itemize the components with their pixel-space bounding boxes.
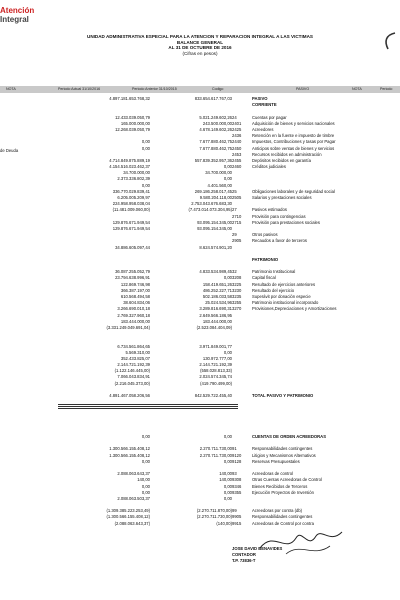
amount-cell: 1.300.566.155.408,12 — [109, 446, 150, 452]
amount-cell: 833.654.617.767,03 — [194, 96, 232, 101]
amount-cell: 25.024.534,96 — [205, 300, 232, 306]
account-code: 9355 — [232, 489, 242, 495]
account-code: 9128 — [232, 458, 242, 464]
amount-cell: 8.624.574.901,20 — [199, 244, 232, 250]
amount-cell: 0,00 — [223, 176, 232, 182]
amount-cell: 9.580.204.118,00 — [199, 195, 232, 200]
amount-cell: (2.270.711.730,00) — [196, 514, 232, 520]
account-label: Impuestos, Contribuciones y tasas por Pagar — [252, 139, 336, 145]
account-label: Recursos recibidos en administración — [252, 151, 322, 157]
amount-cell: 842.529.722.455,40 — [194, 393, 232, 398]
amount-cell: 5.021.249.602,26 — [199, 114, 232, 120]
amount-cell: 2.753.043.676.683,30 — [191, 201, 232, 207]
account-label: CORRIENTE — [252, 102, 277, 108]
account-label: Acreedores — [252, 126, 274, 132]
amount-cell: 610.568.494,58 — [120, 294, 150, 299]
account-label: Acreedoras por contra (db) — [252, 508, 303, 514]
band-periodo-anterior: Periodo Anterior 31/10/2015 — [132, 87, 177, 91]
total-double-rule — [58, 404, 238, 409]
amount-cell: 34.700.000,00 — [123, 170, 150, 176]
account-label: PASIVO — [252, 96, 268, 101]
account-label: Recaudos a favor de terceros — [252, 238, 307, 244]
account-label: Anticipos sobre ventas de bienes y servicios — [252, 145, 335, 151]
account-code: 91 — [232, 446, 237, 452]
amount-cell: 4.891.467.058.206,56 — [109, 393, 150, 398]
handwritten-signature-icon — [256, 524, 346, 558]
report-title: BALANCE GENERAL — [176, 39, 224, 45]
account-label: Capital fiscal — [252, 275, 276, 281]
account-label: Créditos judiciales — [252, 164, 286, 170]
corner-mark-icon — [382, 32, 396, 50]
amount-cell: 0,00 — [141, 182, 150, 188]
account-label: Cuentas por pagar — [252, 114, 287, 120]
account-row — [232, 393, 392, 399]
amount-cell: (7.473.014.073.304,95) — [188, 207, 232, 213]
account-label: Litigios y Mecanismos Alternativos — [252, 452, 316, 458]
account-code: 24 — [232, 114, 237, 120]
order-description-column — [232, 434, 392, 527]
amount-cell: (2.088.063.643,37) — [114, 520, 150, 526]
account-label: TOTAL PASIVO Y PATRIMONIO — [252, 393, 314, 398]
amount-cell: (140,00) — [216, 520, 232, 526]
report-date: AL 31 DE OCTUBRE DE 2016 — [168, 45, 232, 51]
amount-cell: 0,00 — [223, 434, 232, 439]
account-label: Provisión para prestaciones sociales — [252, 219, 320, 225]
amount-cell: (3.331.249.049.691,04) — [106, 324, 150, 330]
amount-cell: (11.481.009.060,00) — [112, 207, 150, 213]
account-code: 2710 — [232, 213, 242, 219]
account-code: 2453 — [232, 151, 242, 157]
account-label: Depósitos recibidos en garantía — [252, 157, 311, 163]
column-header-band — [0, 86, 400, 93]
document-header — [60, 34, 340, 56]
account-code: 9346 — [232, 483, 242, 489]
account-label: Obligaciones laborales y de seguridad social — [252, 188, 335, 194]
account-code: 3255 — [232, 300, 242, 306]
amount-cell: 93.095.154.345,00 — [197, 219, 232, 225]
logo-line2: Integral — [0, 15, 29, 24]
amount-cell: 486.252.227,71 — [202, 287, 232, 293]
amount-cell: 129.876.671.949,54 — [112, 219, 150, 225]
account-label: Pasivos estimados — [252, 207, 287, 213]
amount-cell: 0,00 — [141, 489, 150, 495]
amount-cell: 1.300.566.155.408,12 — [109, 452, 150, 458]
amount-cell: (2.270.711.870,00) — [196, 508, 232, 514]
account-code: 2440 — [232, 139, 242, 145]
band-periodo-actual: Periodo Actual 31/10/2016 — [58, 87, 101, 91]
account-code: 2425 — [232, 126, 242, 132]
amount-cell: (2.523.084.404,09) — [196, 324, 232, 330]
accountant-role: CONTADOR — [232, 552, 256, 557]
amount-cell: 0,00 — [141, 458, 150, 464]
amount-cell: 0,00 — [141, 139, 150, 145]
amount-cell: 3.971.849.001,77 — [199, 343, 232, 349]
account-code: 99 — [232, 508, 237, 514]
account-label: Salarios y prestaciones sociales — [252, 195, 312, 200]
account-label: Resultado del ejercicio — [252, 287, 295, 293]
amount-cell: 0,00 — [223, 164, 232, 170]
amount-cell: 4.714.849.875.889,19 — [109, 157, 150, 163]
amount-cell: 6.734.561.864,65 — [117, 343, 150, 349]
amount-cell: 129.876.671.949,54 — [112, 225, 150, 231]
account-code: 2460 — [232, 164, 242, 170]
amount-cell: 93.095.154.345,00 — [197, 225, 232, 231]
account-label: Provisión para contingencias — [252, 213, 306, 219]
account-label: Acreedoras de Control por contra — [252, 520, 314, 526]
account-label: Otras Cuentas Acreedoras de Control — [252, 477, 322, 483]
liabilities-description-column — [232, 96, 392, 399]
band-pasivo: PASIVO — [296, 87, 310, 91]
amount-cell: 3.266.690.010,18 — [117, 306, 150, 312]
account-label: Superávit por donación especie — [252, 294, 311, 299]
amount-cell: 2.373.336.802,39 — [117, 176, 150, 182]
account-label: Acreedoras de control — [252, 471, 293, 477]
amount-cell: 2.649.566.186,95 — [199, 312, 232, 318]
account-code: 3230 — [232, 287, 242, 293]
amount-cell: 34.700.000,00 — [205, 170, 232, 176]
accountant-tp: T.P. 73836-T — [232, 558, 256, 563]
amount-cell: 2.144.721.192,39 — [199, 362, 232, 368]
amount-cell: 2.088.063.503,37 — [117, 495, 150, 501]
amount-cell: 140,00 — [219, 471, 232, 477]
account-label: Responsabilidades contingentes — [252, 446, 313, 452]
account-code: 9905 — [232, 514, 242, 520]
account-label: Resultado de ejercicios anteriores — [252, 281, 316, 287]
amount-cell: 352.433.825,07 — [120, 355, 150, 361]
amount-cell: 3.289.816.690,31 — [199, 306, 232, 312]
amount-cell: (2.216.045.373,00) — [114, 380, 150, 386]
amount-cell: 140,00 — [219, 477, 232, 483]
account-label: Patrimonio institucional incorporado — [252, 300, 319, 306]
amount-cell: 0,00 — [141, 434, 150, 439]
account-code: 2505 — [232, 195, 242, 200]
logo-line1: Atención — [0, 6, 35, 15]
amount-cell: 502.186.033,58 — [202, 294, 232, 299]
currency-note: (Cifras en pesos) — [182, 50, 218, 56]
amount-cell: 7.677.880.462,75 — [199, 139, 232, 145]
account-code: 27 — [232, 207, 237, 213]
account-code: 9120 — [232, 452, 242, 458]
amount-cell: 2.088.063.643,37 — [117, 471, 150, 477]
amount-cell: 0,00 — [223, 349, 232, 355]
account-code: 3270 — [232, 306, 242, 312]
account-label: Reservas Presupuestales — [252, 458, 300, 464]
amount-cell: 336.770.029.839,41 — [112, 188, 150, 194]
account-label: Provisiones,Depreciaciones y Amortizaciones — [252, 306, 337, 312]
account-code: 3235 — [232, 294, 242, 299]
account-code: 9915 — [232, 520, 242, 526]
amount-cell: 0,00 — [223, 495, 232, 501]
account-label: PATRIMONIO — [252, 256, 279, 262]
amount-cell: 224.958.958.038,04 — [112, 201, 150, 207]
amount-cell: 23.794.638.996,91 — [115, 275, 150, 281]
previous-period-column — [132, 96, 232, 399]
amount-cell: 34.886.605.097,44 — [115, 244, 150, 250]
amount-cell: 366.387.197,00 — [120, 287, 150, 293]
amount-cell: 2.144.721.192,39 — [117, 362, 150, 368]
amount-cell: 0,00 — [223, 489, 232, 495]
amount-cell: 4.678.149.602,26 — [199, 126, 232, 132]
amount-cell: 0,00 — [141, 483, 150, 489]
amount-cell: 2.024.574.345,74 — [199, 374, 232, 380]
left-cut-label: de Deuda — [0, 148, 19, 153]
amount-cell: (1.300.566.155.408,12) — [106, 514, 150, 520]
account-code: 3225 — [232, 281, 242, 287]
amount-cell: 130.972.777,00 — [202, 355, 232, 361]
amount-cell: 2.769.327.960,18 — [117, 312, 150, 318]
amount-cell: 2.270.711.730,00 — [199, 446, 232, 452]
amount-cell: 158.419.651,26 — [202, 281, 232, 287]
account-code: 9308 — [232, 477, 242, 483]
amount-cell: 4.154.516.023.462,37 — [109, 164, 150, 170]
amount-cell: (1.122.146.445,00) — [114, 368, 150, 374]
amount-cell: 243.500.000,00 — [202, 120, 232, 126]
account-code: 93 — [232, 471, 237, 477]
amount-cell: 183.444.000,00 — [120, 318, 150, 324]
amount-cell: 5.569.310,00 — [125, 349, 150, 355]
amount-cell: 165.000.000,00 — [120, 120, 150, 126]
amount-cell: 12.268.039.050,79 — [115, 126, 150, 132]
amount-cell: 0,00 — [223, 483, 232, 489]
band-periodo: Periodo — [380, 87, 393, 91]
amount-cell: 0,00 — [223, 458, 232, 464]
account-code: 25 — [232, 188, 237, 194]
amount-cell: 12.433.039.050,79 — [115, 114, 150, 120]
account-code: 3208 — [232, 275, 242, 281]
amount-cell: 7.066.043.834,91 — [117, 374, 150, 380]
logo — [0, 6, 40, 24]
amount-cell: 183.444.000,00 — [202, 318, 232, 324]
band-nota: NOTA — [6, 87, 16, 91]
account-code: 2905 — [232, 238, 242, 244]
account-label: Responsabilidades contingentes — [252, 514, 313, 520]
amount-cell: 2.270.711.730,00 — [199, 452, 232, 458]
band-codigo: Codigo — [212, 87, 224, 91]
account-label: Patrimonio Institucional — [252, 269, 296, 275]
signature-block — [232, 546, 282, 564]
account-label: Adquisición de bienes y servicios nacionales — [252, 120, 335, 126]
amount-cell: 557.839.352.957,36 — [194, 157, 232, 163]
amount-cell: (1.309.385.223.253,49) — [106, 508, 150, 514]
order-previous-column — [132, 434, 232, 527]
account-code: 2401 — [232, 120, 242, 126]
account-code: 2715 — [232, 219, 242, 225]
account-label: Ejecución Proyectos de Inversión — [252, 489, 314, 495]
amount-cell: 0,00 — [223, 275, 232, 281]
amount-cell: 6.205.005.209,97 — [117, 195, 150, 200]
account-label: Retención en la fuente e impuesto de timbre — [252, 133, 335, 139]
amount-cell: 0,00 — [141, 145, 150, 151]
account-label: Bienes Recibidos de Terceros — [252, 483, 308, 489]
amount-cell: 36.087.255.052,79 — [115, 269, 150, 275]
account-code: 2450 — [232, 145, 242, 151]
account-code: 32 — [232, 269, 237, 275]
amount-cell: 4.897.181.653.768,32 — [109, 96, 150, 101]
band-nota2: NOTA — [352, 87, 362, 91]
entity-title: UNIDAD ADMINISTRATIVA ESPECIAL PARA LA ATENCION Y REPARACION INTEGRAL A LAS VICTIMAS — [87, 34, 313, 39]
account-label: CUENTAS DE ORDEN ACREEDORAS — [252, 434, 326, 439]
amount-cell: (419.790.499,00) — [200, 380, 232, 386]
amount-cell: 4.401.560,00 — [207, 182, 232, 188]
amount-cell: 38.604.834,06 — [123, 300, 150, 306]
accountant-name: JOSE DAVID BENAVIDES — [232, 546, 283, 551]
amount-cell: 4.833.534.989,45 — [199, 269, 232, 275]
account-label: Otros pasivos — [252, 232, 278, 238]
amount-cell: 140,00 — [137, 477, 150, 483]
amount-cell: (558.028.813,33) — [200, 368, 232, 374]
amount-cell: 122.869.746,98 — [120, 281, 150, 287]
account-code: 2455 — [232, 157, 242, 163]
amount-cell: 7.677.880.462,75 — [199, 145, 232, 151]
account-code: 29 — [232, 232, 237, 238]
amount-cell: 269.186.258.017,45 — [194, 188, 232, 194]
account-code: 2436 — [232, 133, 242, 139]
